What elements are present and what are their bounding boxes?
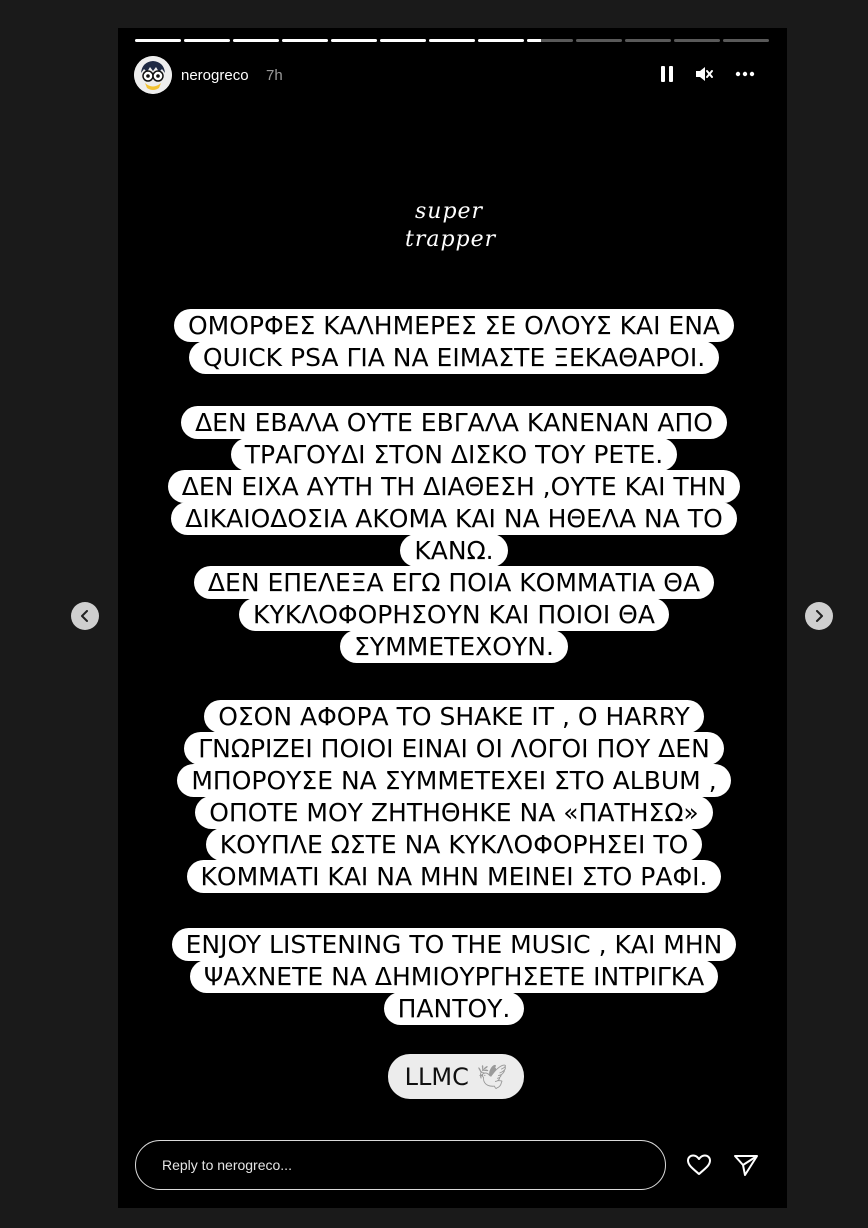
signature-badge [388, 1054, 524, 1099]
next-story-button[interactable] [805, 602, 833, 630]
story-text-line: ΔΙΚΑΙΟΔΟΣΙΑ ΑΚΟΜΑ ΚΑΙ ΝΑ ΗΘΕΛΑ ΝΑ ΤΟ [171, 502, 737, 535]
story-username[interactable]: nerogreco [181, 67, 249, 84]
progress-segment-fill [233, 39, 279, 42]
avatar-cartoon-icon [134, 56, 172, 94]
progress-segment [233, 39, 279, 42]
avatar[interactable] [134, 56, 172, 94]
story-text-line: ENJOY LISTENING TO THE MUSIC , ΚΑΙ ΜΗΝ [172, 928, 737, 961]
heart-icon [686, 1153, 712, 1177]
dove-icon: 🕊 [476, 1062, 508, 1091]
signature-text: LLMC [404, 1062, 469, 1091]
logo-line-1: super [415, 199, 484, 224]
story-text-line: ΟΠΟΤΕ ΜΟΥ ΖΗΤΗΘΗΚΕ ΝΑ «ΠΑΤΗΣΩ» [195, 796, 712, 829]
progress-segment [380, 39, 426, 42]
story-text-block-3 [160, 701, 748, 893]
story-text-line: ΟΣΟΝ ΑΦΟΡΑ ΤΟ SHAKE IT , Ο HARRY [204, 700, 704, 733]
story-text-line: ΟΜΟΡΦΕΣ ΚΑΛΗΜΕΡΕΣ ΣΕ ΟΛΟΥΣ ΚΑΙ ΕΝΑ [174, 309, 734, 342]
story-text-line: ΓΝΩΡΙΖΕΙ ΠΟΙΟΙ ΕΙΝΑΙ ΟΙ ΛΟΓΟΙ ΠΟΥ ΔΕΝ [184, 732, 724, 765]
progress-segment-fill [184, 39, 230, 42]
progress-segment [723, 39, 769, 42]
story-text-line: ΚΟΜΜΑΤΙ ΚΑΙ ΝΑ ΜΗΝ ΜΕΙΝΕΙ ΣΤΟ ΡΑΦΙ. [187, 860, 722, 893]
progress-segment-fill [429, 39, 475, 42]
progress-segment [282, 39, 328, 42]
progress-segment-fill [478, 39, 524, 42]
story-progress-bar [135, 39, 769, 42]
pause-button[interactable] [655, 62, 679, 86]
story-text-line: ΚΟΥΠΛΕ ΩΣΤΕ ΝΑ ΚΥΚΛΟΦΟΡΗΣΕΙ ΤΟ [206, 828, 703, 861]
story-text-line: ΔΕΝ ΕΙΧΑ ΑΥΤΗ ΤΗ ΔΙΑΘΕΣΗ ,ΟΥΤΕ ΚΑΙ ΤΗΝ [168, 470, 740, 503]
story-text-line: ΚΑΝΩ. [400, 534, 507, 567]
progress-segment-fill [135, 39, 181, 42]
more-options-button[interactable] [733, 62, 757, 86]
send-icon [733, 1153, 759, 1177]
progress-segment-fill [380, 39, 426, 42]
story-text-line: ΨΑΧΝΕΤΕ ΝΑ ΔΗΜΙΟΥΡΓΗΣΕΤΕ ΙΝΤΡΙΓΚΑ [190, 960, 719, 993]
story-text-line: ΤΡΑΓΟΥΔΙ ΣΤΟΝ ΔΙΣΚΟ ΤΟΥ PETE. [231, 438, 677, 471]
mute-button[interactable] [692, 62, 716, 86]
story-text-block-4 [160, 929, 748, 1025]
more-icon [735, 71, 755, 77]
logo-line-2: trapper [405, 227, 497, 252]
progress-segment [184, 39, 230, 42]
progress-segment [625, 39, 671, 42]
story-text-block-1 [160, 310, 748, 374]
progress-segment-fill [282, 39, 328, 42]
reply-input[interactable] [160, 1156, 644, 1174]
story-text-line: ΠΑΝΤΟΥ. [384, 992, 525, 1025]
mute-icon [694, 65, 714, 83]
story-text-block-2 [160, 407, 748, 663]
story-text-line: ΔΕΝ ΕΠΕΛΕΞΑ ΕΓΩ ΠΟΙΑ ΚΟΜΜΑΤΙΑ ΘΑ [194, 566, 714, 599]
progress-segment-fill [331, 39, 377, 42]
story-text-line: ΣΥΜΜΕΤΕΧΟΥΝ. [340, 630, 568, 663]
progress-segment [331, 39, 377, 42]
pause-icon [660, 65, 674, 83]
progress-segment [674, 39, 720, 42]
like-button[interactable] [684, 1150, 714, 1180]
progress-segment [135, 39, 181, 42]
previous-story-button[interactable] [71, 602, 99, 630]
story-text-line: QUICK PSA ΓΙΑ ΝΑ ΕΙΜΑΣΤΕ ΞΕΚΑΘΑΡΟΙ. [189, 341, 719, 374]
progress-segment [429, 39, 475, 42]
progress-segment-fill [527, 39, 541, 42]
story-text-line: ΔΕΝ ΕΒΑΛΑ ΟΥΤΕ ΕΒΓΑΛΑ ΚΑΝΕΝΑΝ ΑΠΟ [181, 406, 727, 439]
share-button[interactable] [731, 1150, 761, 1180]
reply-box[interactable] [135, 1140, 666, 1190]
super-trapper-logo [395, 190, 515, 260]
chevron-right-icon [813, 610, 825, 622]
story-timestamp: 7h [266, 67, 283, 84]
progress-segment [576, 39, 622, 42]
story-text-line: ΜΠΟΡΟΥΣΕ ΝΑ ΣΥΜΜΕΤΕΧΕΙ ΣΤΟ ALBUM , [177, 764, 730, 797]
progress-segment [478, 39, 524, 42]
chevron-left-icon [79, 610, 91, 622]
story-text-line: ΚΥΚΛΟΦΟΡΗΣΟΥΝ ΚΑΙ ΠΟΙΟΙ ΘΑ [239, 598, 669, 631]
progress-segment [527, 39, 573, 42]
